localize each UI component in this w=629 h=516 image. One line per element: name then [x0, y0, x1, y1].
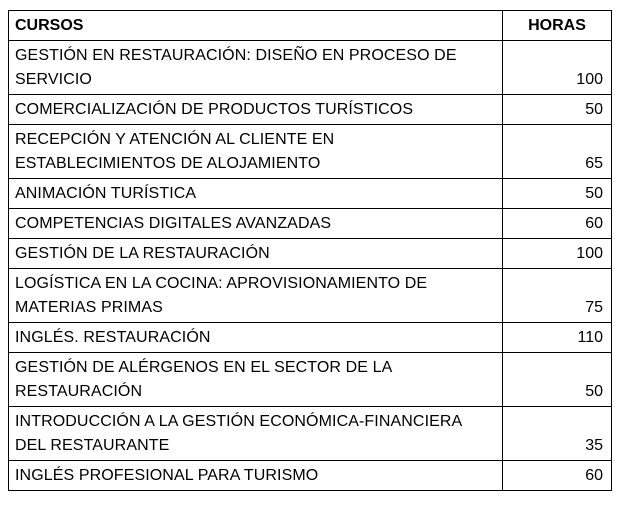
course-name: RECEPCIÓN Y ATENCIÓN AL CLIENTE EN ESTABLECIMIENTOS DE ALOJAMIENTO	[9, 125, 503, 179]
course-name: LOGÍSTICA EN LA COCINA: APROVISIONAMIENTO DE MATERIAS PRIMAS	[9, 269, 503, 323]
course-hours: 100	[503, 41, 612, 95]
header-hours: HORAS	[503, 11, 612, 41]
table-row	[9, 407, 612, 461]
courses-table	[8, 10, 612, 491]
course-name: COMPETENCIAS DIGITALES AVANZADAS	[9, 209, 503, 239]
course-name: GESTIÓN DE LA RESTAURACIÓN	[9, 239, 503, 269]
table-row	[9, 353, 612, 407]
course-hours: 60	[503, 209, 612, 239]
course-name: INGLÉS PROFESIONAL PARA TURISMO	[9, 461, 503, 491]
course-name: GESTIÓN EN RESTAURACIÓN: DISEÑO EN PROCESO DE SERVICIO	[9, 41, 503, 95]
table-row	[9, 323, 612, 353]
header-courses: CURSOS	[9, 11, 503, 41]
table-row	[9, 209, 612, 239]
header-row	[9, 11, 612, 41]
course-hours: 35	[503, 407, 612, 461]
table-row	[9, 179, 612, 209]
course-name: ANIMACIÓN TURÍSTICA	[9, 179, 503, 209]
course-hours: 50	[503, 353, 612, 407]
course-hours: 65	[503, 125, 612, 179]
course-hours: 100	[503, 239, 612, 269]
table-row	[9, 95, 612, 125]
course-hours: 60	[503, 461, 612, 491]
course-hours: 50	[503, 179, 612, 209]
course-hours: 50	[503, 95, 612, 125]
course-hours: 110	[503, 323, 612, 353]
table-row	[9, 461, 612, 491]
table-row	[9, 239, 612, 269]
course-name: COMERCIALIZACIÓN DE PRODUCTOS TURÍSTICOS	[9, 95, 503, 125]
table-row	[9, 41, 612, 95]
course-hours: 75	[503, 269, 612, 323]
course-name: GESTIÓN DE ALÉRGENOS EN EL SECTOR DE LA RESTAURACIÓN	[9, 353, 503, 407]
courses-table-container	[8, 10, 611, 491]
course-name: INTRODUCCIÓN A LA GESTIÓN ECONÓMICA-FINANCIERA DEL RESTAURANTE	[9, 407, 503, 461]
table-row	[9, 125, 612, 179]
course-name: INGLÉS. RESTAURACIÓN	[9, 323, 503, 353]
table-row	[9, 269, 612, 323]
